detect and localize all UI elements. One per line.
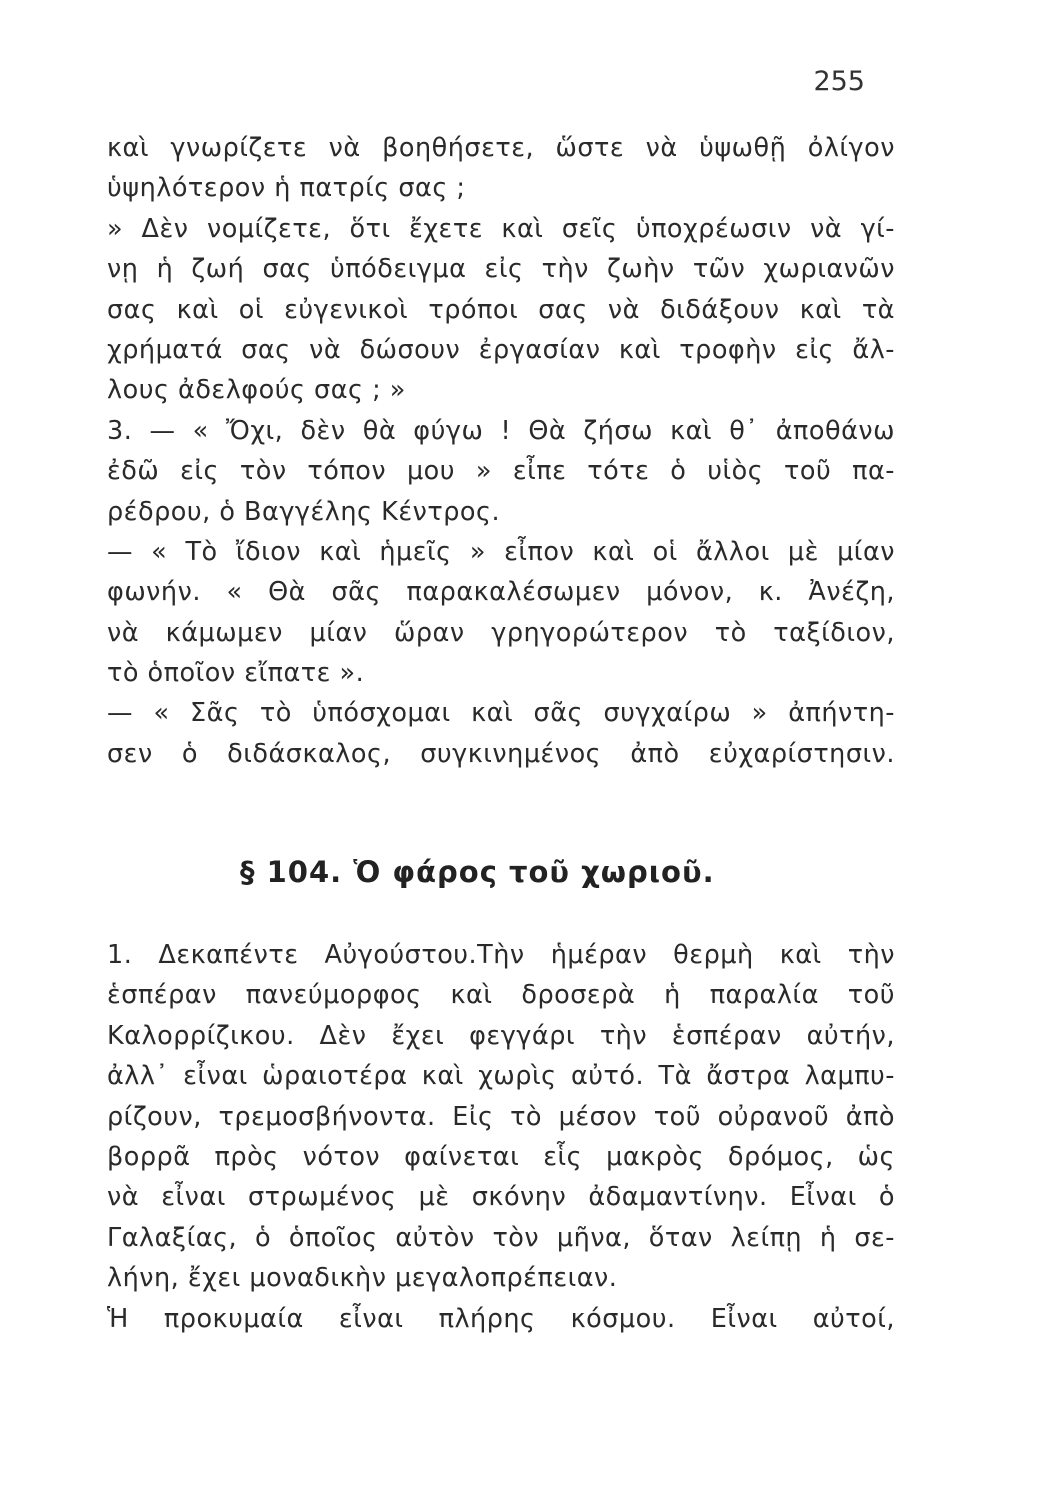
text-line: χρήματά σας νὰ δώσουν ἐργασίαν καὶ τροφὴν εἰς ἄλ- [107,334,895,365]
text-line: 1. Δεκαπέντε Αὐγούστου.Τὴν ἡμέραν θερμὴ καὶ τὴν [107,940,895,970]
text-line: — « Σᾶς τὸ ὑπόσχομαι καὶ σᾶς συγχαίρω » ἀπήντη- [107,698,895,729]
text-block-upper [107,128,895,774]
text-line: νὰ εἶναι στρωμένος μὲ σκόνην ἀδαμαντίνην. Εἶναι ὁ [107,1182,895,1213]
text-line: ρέδρου, ὁ Βαγγέλης Κέντρος. [107,496,501,527]
text-line: λήνη, ἔχει μοναδικὴν μεγαλοπρέπειαν. [107,1263,618,1294]
text-block-lower [107,935,895,1339]
text-line: 3. — « Ὄχι, δὲν θὰ φύγω ! Θὰ ζήσω καὶ θ᾽ ἀποθάνω [107,415,895,446]
page-number: 255 [813,66,865,97]
text-line: λους ἀδελφούς σας ; » [107,375,406,406]
text-line: ἑσπέραν πανεύμορφος καὶ δροσερὰ ἡ παραλία τοῦ [107,980,895,1011]
text-line: βορρᾶ πρὸς νότον φαίνεται εἷς μακρὸς δρόμος, ὡς [107,1141,895,1172]
text-line: νῃ ἡ ζωή σας ὑπόδειγμα εἰς τὴν ζωὴν τῶν χωριανῶν [107,254,895,285]
text-line: νὰ κάμωμεν μίαν ὥραν γρηγορώτερον τὸ ταξίδιον, [107,617,895,648]
text-line: » Δὲν νομίζετε, ὅτι ἔχετε καὶ σεῖς ὑποχρέωσιν νὰ γί- [107,213,895,244]
text-line: ἐδῶ εἰς τὸν τόπον μου » εἶπε τότε ὁ υἱὸς τοῦ πα- [107,456,895,487]
text-line: Καλορρίζικου. Δὲν ἔχει φεγγάρι τὴν ἑσπέραν αὐτήν, [107,1020,895,1051]
text-line: ρίζουν, τρεμοσβήνοντα. Εἰς τὸ μέσον τοῦ οὐρανοῦ ἀπὸ [107,1101,895,1132]
section-heading: § 104. Ὁ φάρος τοῦ χωριοῦ. [240,855,715,889]
text-line: ὑψηλότερον ἡ πατρίς σας ; [107,173,466,204]
text-line: τὸ ὁποῖον εἴπατε ». [107,658,365,689]
text-line: ἀλλ᾽ εἶναι ὡραιοτέρα καὶ χωρὶς αὐτό. Τὰ ἄστρα λαμπυ- [107,1061,895,1092]
text-line: σας καὶ οἱ εὐγενικοὶ τρόποι σας νὰ διδάξουν καὶ τὰ [107,294,895,325]
text-line: σεν ὁ διδάσκαλος, συγκινημένος ἀπὸ εὐχαρίστησιν. [107,738,895,769]
text-line: Ἡ προκυμαία εἶναι πλήρης κόσμου. Εἶναι αὐτοί, [107,1303,895,1334]
text-line: καὶ γνωρίζετε νὰ βοηθήσετε, ὥστε νὰ ὑψωθῇ ὀλίγον [107,133,895,163]
text-line: φωνήν. « Θὰ σᾶς παρακαλέσωμεν μόνον, κ. Ἀνέζη, [107,577,895,608]
text-line: Γαλαξίας, ὁ ὁποῖος αὐτὸν τὸν μῆνα, ὅταν λείπῃ ἡ σε- [107,1222,895,1253]
text-line: — « Τὸ ἴδιον καὶ ἡμεῖς » εἶπον καὶ οἱ ἄλλοι μὲ μίαν [107,536,895,567]
